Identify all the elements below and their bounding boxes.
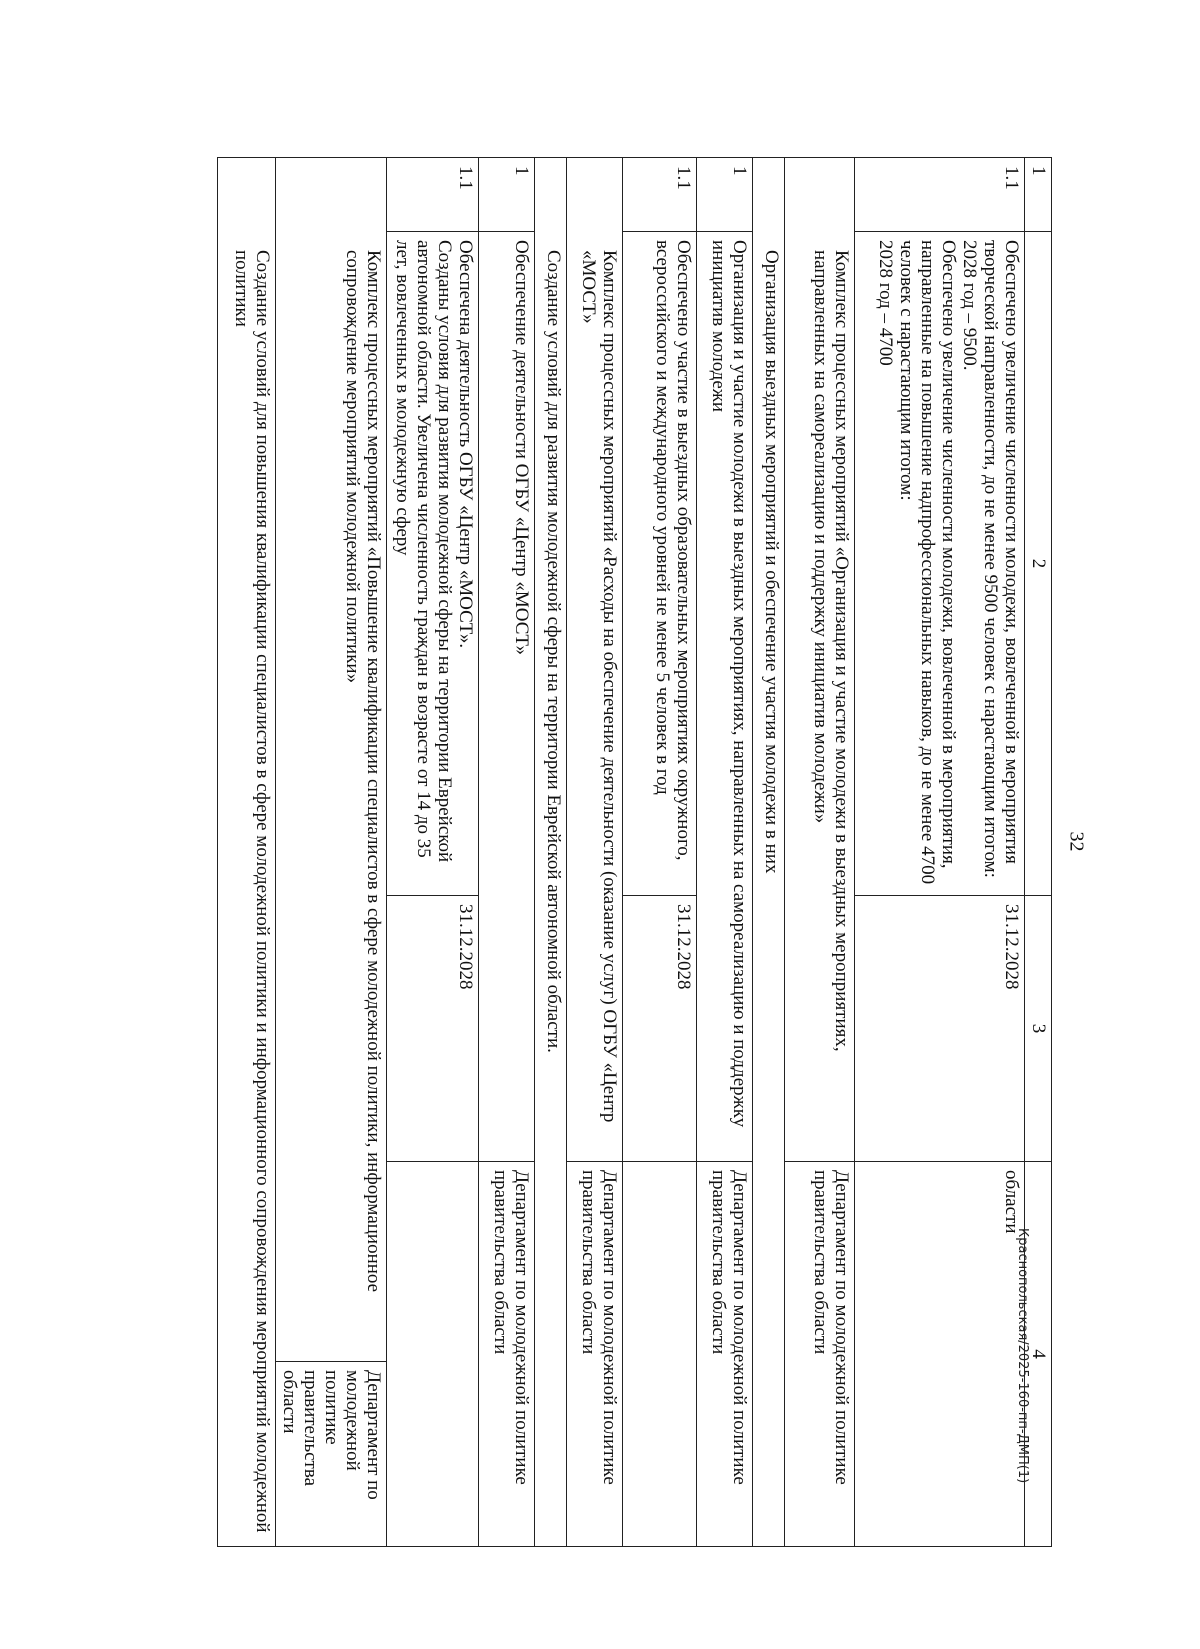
header-col-2: 2 (1025, 232, 1052, 896)
row-result-text: Обеспечено увеличение численности молодежи, вовлеченной в мероприятия творческой направленности, до не менее 9500 человек с нарастающим итогом: 2028 год – 9500. Обеспечено увеличение численности молодежи, вовлеченной в мероприятия, направленные на повышение надпрофессиональных навыков, до не менее 4700 человек с нарастающим итогом: 2028 год – 4700 (855, 232, 1025, 896)
row-responsible: Департамент по молодежной политике правительства области (276, 1362, 387, 1547)
complex-title (567, 158, 623, 1162)
section-title (535, 158, 567, 1547)
row-responsible: Департамент по молодежной политике правительства области (567, 1162, 623, 1547)
section-title (218, 158, 276, 1547)
row-result-text: Обеспечено участие в выездных образовательных мероприятиях окружного, всероссийского и международного уровней не менее 5 человек в год (623, 232, 697, 896)
row-date: 31.12.2028 (387, 896, 479, 1162)
complex-title (276, 158, 387, 1362)
complex-title-text: Комплекс процессных мероприятий «Повышение квалификации специалистов в сфере молодежной политики, информационное сопровождение мероприятий молодежной политики» (342, 250, 384, 1293)
section-title-text: Организация выездных мероприятий и обеспечение участия молодежи в них (761, 250, 782, 874)
section-title-text: Создание условий для повышения квалификации специалистов в сфере молодежной политики и информационного сопровождения мероприятий молодежной политики (231, 250, 273, 1533)
row-responsible-empty (387, 1162, 479, 1547)
row-responsible: области (855, 1162, 1025, 1547)
row-number: 1.1 (623, 158, 697, 232)
table-row (276, 158, 387, 1547)
table-header-row (1025, 158, 1052, 1547)
section-row (218, 158, 276, 1547)
row-number: 1.1 (855, 158, 1025, 232)
row-responsible: Департамент по молодежной политике правительства области (697, 1162, 753, 1547)
row-date: 31.12.2028 (623, 896, 697, 1162)
table-row (623, 158, 697, 1547)
complex-title (785, 158, 855, 1162)
page-number: 32 (1065, 831, 1088, 852)
row-responsible: Департамент по молодежной политике правительства области (785, 1162, 855, 1547)
complex-title-text: Комплекс процессных мероприятий «Расходы на обеспечение деятельности (оказание услуг) ОГБУ «Центр «МОСТ» (578, 250, 620, 1123)
rotated-page-area (142, 157, 1052, 1546)
row-responsible: Департамент по молодежной политике правительства области (479, 1162, 535, 1547)
section-row (535, 158, 567, 1547)
table-row (387, 158, 479, 1547)
row-number: 1 (697, 158, 753, 232)
header-col-4: 4 (1025, 1162, 1052, 1547)
table-row (785, 158, 855, 1547)
row-date: 31.12.2028 (855, 896, 1025, 1162)
row-responsible-empty (623, 1162, 697, 1547)
footer-reference-text: Краснопольская/2025-160-пп-ДМП(1) (1015, 1228, 1030, 1484)
row-number: 1 (479, 158, 535, 232)
table-row (567, 158, 623, 1547)
row-result-text: Обеспечена деятельность ОГБУ «Центр «МОСТ». Созданы условия для развития молодежной сферы на территории Еврейской автономной области. Увеличена численность граждан в возрасте от 14 до 35 лет, вовлеченных в молодежную сферу (387, 232, 479, 896)
table-row (855, 158, 1025, 1547)
plan-table (217, 157, 1052, 1547)
section-title (753, 158, 785, 1547)
complex-title-text: Комплекс процессных мероприятий «Организация и участие молодежи в выездных мероприятиях, направленных на самореализацию и поддержку инициатив молодежи» (810, 250, 852, 1052)
row-task-text: Обеспечение деятельности ОГБУ «Центр «МОСТ» (479, 232, 535, 1162)
row-number: 1.1 (387, 158, 479, 232)
table-row (479, 158, 535, 1547)
section-row (753, 158, 785, 1547)
section-title-text: Создание условий для развития молодежной сферы на территории Еврейской автономной области. (543, 250, 564, 1053)
header-col-1: 1 (1025, 158, 1052, 232)
row-task-text: Организация и участие молодежи в выездных мероприятиях, направленных на самореализацию и поддержку инициатив молодежи (697, 232, 753, 1162)
header-col-3: 3 (1025, 896, 1052, 1162)
landscape-table-container (142, 157, 1052, 1546)
table-row (697, 158, 753, 1547)
